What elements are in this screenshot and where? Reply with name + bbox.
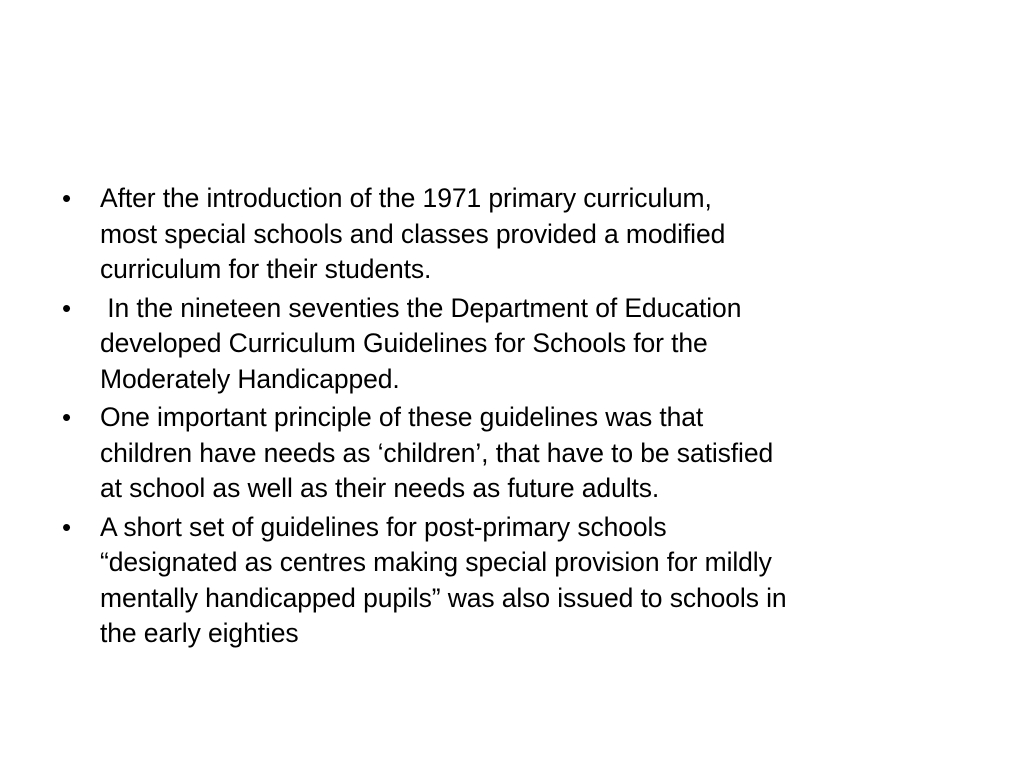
bullet-line: A short set of guidelines for post-primary schools: [100, 511, 667, 542]
bullet-line: One important principle of these guidelines was that: [100, 402, 704, 432]
bullet-item: [62, 400, 962, 507]
bullet-dot: •: [62, 292, 72, 323]
bullet-line: “designated as centres making special provision for mildly: [100, 547, 772, 577]
bullet-item: [62, 291, 962, 398]
bullet-dot: •: [62, 402, 72, 432]
bullet-line: After the introduction of the 1971 primary curriculum,: [100, 183, 712, 213]
bullet-line: at school as well as their needs as future adults.: [100, 473, 660, 503]
bullet-line: curriculum for their students.: [100, 254, 432, 284]
bullet-item: [62, 181, 962, 288]
bullet-text: [100, 400, 962, 507]
bullet-text: [100, 181, 962, 288]
bullet-line: most special schools and classes provided a modified: [100, 218, 726, 249]
bullet-line: mentally handicapped pupils” was also issued to schools in: [100, 582, 787, 613]
bullet-line: children have needs as ‘children’, that have to be satisfied: [100, 437, 774, 468]
bullet-line: Moderately Handicapped.: [100, 363, 400, 394]
bullet-text: [100, 291, 962, 398]
bullet-line: In the nineteen seventies the Department of Education: [100, 292, 742, 323]
bullet-text: [100, 510, 962, 652]
bullet-line: developed Curriculum Guidelines for Schools for the: [100, 328, 708, 358]
bullet-list: [62, 181, 962, 655]
bullet-item: [62, 510, 962, 652]
bullet-dot: •: [62, 511, 72, 542]
bullet-line: the early eighties: [100, 618, 299, 648]
bullet-dot: •: [62, 183, 72, 213]
